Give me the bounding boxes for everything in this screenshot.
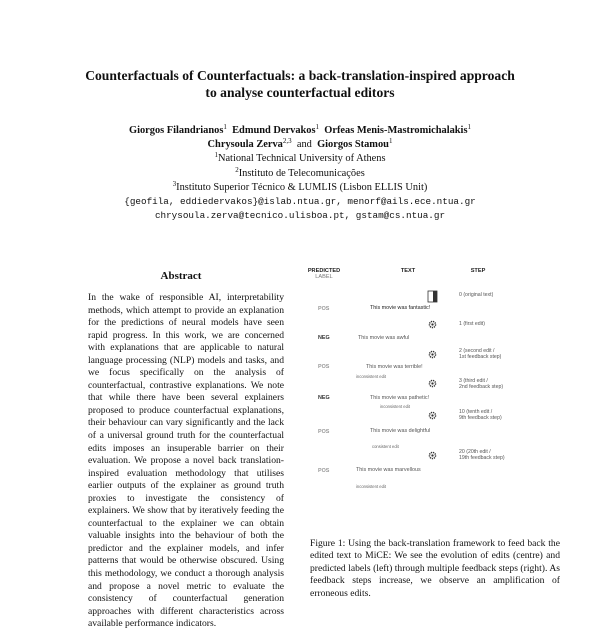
header-predicted-label: PREDICTED bbox=[307, 268, 341, 274]
author-sup: 2,3 bbox=[282, 137, 292, 146]
step-line: 2nd feedback step) bbox=[459, 384, 504, 391]
figure-step bbox=[459, 449, 505, 462]
abstract-text: In the wake of responsible AI, interpretability methods, which attempt to provide an explanation for the predictions of neural models have seen rapid progress. In this work, we are concerned with explanations that are applicable to natural language processing (NLP) models and tasks, and we focus specifically on the analysis of counterfactual, contrastive explanations. We note that while there have been several explainers proposed to produce counterfactual explanations, their behaviour can vary significantly and the lack of a universal ground truth for the counterfactual edits imposes an insuperable barrier on their evaluation. We propose a novel back translation-inspired evaluation methodology that utilises earlier outputs of the explainer as ground truth proxies to investigate the consistency of explainers. We show that by iteratively feeding the counterfactual to the explainer we can obtain valuable insights into the behaviour of both the predictor and the explainer models, and infer patterns that would be otherwise obscured. Using this methodology, we conduct a thorough analysis and propose a novel metric to evaluate the consistency of counterfactual generation approaches with different characteristics across available performance indicators. bbox=[88, 292, 284, 630]
affiliation-sup: 2 bbox=[235, 165, 239, 174]
figure-text: This movie was terrible! bbox=[366, 364, 423, 370]
figure-step bbox=[459, 348, 501, 361]
gear-icon bbox=[428, 320, 437, 329]
header-predicted-sub: LABEL bbox=[315, 274, 333, 280]
step-line: 2 (second edit / bbox=[459, 348, 495, 354]
author-name: Orfeas Menis-Mastromichalakis bbox=[324, 125, 468, 136]
figure-header-step: STEP bbox=[470, 268, 486, 274]
figure-1 bbox=[298, 268, 512, 530]
figure-step bbox=[459, 321, 485, 327]
author-name: Edmund Dervakos bbox=[232, 125, 316, 136]
figure-text: This movie was pathetic! bbox=[370, 395, 430, 401]
title-line-2: to analyse counterfactual editors bbox=[205, 84, 395, 100]
affiliation-name: Instituto Superior Técnico & LUMLIS (Lisbon ELLIS Unit) bbox=[176, 181, 428, 193]
figure-note: consistent edit bbox=[372, 444, 399, 449]
affiliation-name: National Technical University of Athens bbox=[217, 153, 386, 165]
figure-note: inconsistent edit bbox=[356, 484, 387, 489]
gear-icon bbox=[428, 451, 437, 460]
step-line: 1 (first edit) bbox=[459, 321, 485, 327]
figure-step bbox=[459, 292, 493, 298]
author-block bbox=[40, 124, 560, 223]
gear-icon bbox=[428, 411, 437, 420]
document-icon bbox=[427, 290, 438, 303]
figure-step bbox=[459, 378, 503, 391]
figure-label: POS bbox=[318, 364, 330, 370]
author-sup: 1 bbox=[388, 137, 393, 146]
figure-note: inconsistent edit bbox=[356, 374, 387, 379]
author-name: Chrysoula Zerva bbox=[207, 139, 283, 151]
author-and: and bbox=[296, 139, 312, 151]
figure-label: NEG bbox=[318, 335, 330, 341]
step-line: 9th feedback step) bbox=[459, 415, 502, 422]
figure-note: inconsistent edit bbox=[380, 404, 411, 409]
gear-icon bbox=[428, 379, 437, 388]
author-line-2 bbox=[40, 138, 560, 152]
step-line: 10 (tenth edit / bbox=[459, 409, 493, 415]
figure-header-text: TEXT bbox=[400, 268, 416, 274]
figure-step bbox=[459, 409, 502, 422]
figure-text: This movie was fantastic! bbox=[370, 305, 431, 311]
author-name: Giorgos Stamou bbox=[317, 139, 389, 151]
figure-label: NEG bbox=[318, 395, 330, 401]
gear-icon bbox=[428, 350, 437, 359]
figure-label: POS bbox=[318, 429, 330, 435]
abstract-heading: Abstract bbox=[160, 270, 202, 282]
email-line-1: {geofila, eddiedervakos}@islab.ntua.gr, menorf@ails.ece.ntua.gr bbox=[124, 196, 476, 208]
figure-label: POS bbox=[318, 306, 330, 312]
title-line-1: Counterfactuals of Counterfactuals: a back-translation-inspired approach bbox=[85, 68, 515, 83]
affiliation-sup: 1 bbox=[214, 151, 218, 160]
figure-text: This movie was awful bbox=[358, 335, 410, 341]
affiliation bbox=[40, 181, 560, 195]
figure-text: This movie was marvellous bbox=[356, 467, 421, 473]
email-line-2: chrysoula.zerva@tecnico.ulisboa.pt, gstam@cs.ntua.gr bbox=[154, 210, 446, 222]
affiliation-name: Instituto de Telecomunicações bbox=[238, 167, 365, 179]
figure-text: This movie was delightful bbox=[370, 428, 431, 434]
step-line: 1st feedback step) bbox=[459, 354, 502, 361]
author-name: Giorgos Filandrianos bbox=[129, 125, 224, 136]
paper-title bbox=[40, 68, 560, 101]
affiliation-sup: 3 bbox=[172, 179, 177, 188]
figure-label: POS bbox=[318, 468, 330, 474]
author-sup: 1 bbox=[315, 123, 320, 131]
author-line-1 bbox=[40, 124, 560, 138]
figure-caption: Figure 1: Using the back-translation framework to feed back the edited text to MiCE: We see the evolution of edits (centre) and predicted labels (left) through multiple feedback steps (right). As feedback steps increase, we observe an amplification of erroneous edits. bbox=[310, 538, 560, 599]
step-line: 0 (original text) bbox=[459, 292, 494, 298]
step-line: 19th feedback step) bbox=[459, 455, 505, 462]
affiliation bbox=[40, 167, 560, 181]
step-line: 20 (20th edit / bbox=[459, 449, 491, 455]
author-sup: 1 bbox=[223, 123, 227, 131]
figure-header-predicted bbox=[298, 268, 350, 280]
author-sup: 1 bbox=[467, 123, 471, 131]
step-line: 3 (third edit / bbox=[459, 378, 488, 384]
affiliation bbox=[40, 152, 560, 166]
